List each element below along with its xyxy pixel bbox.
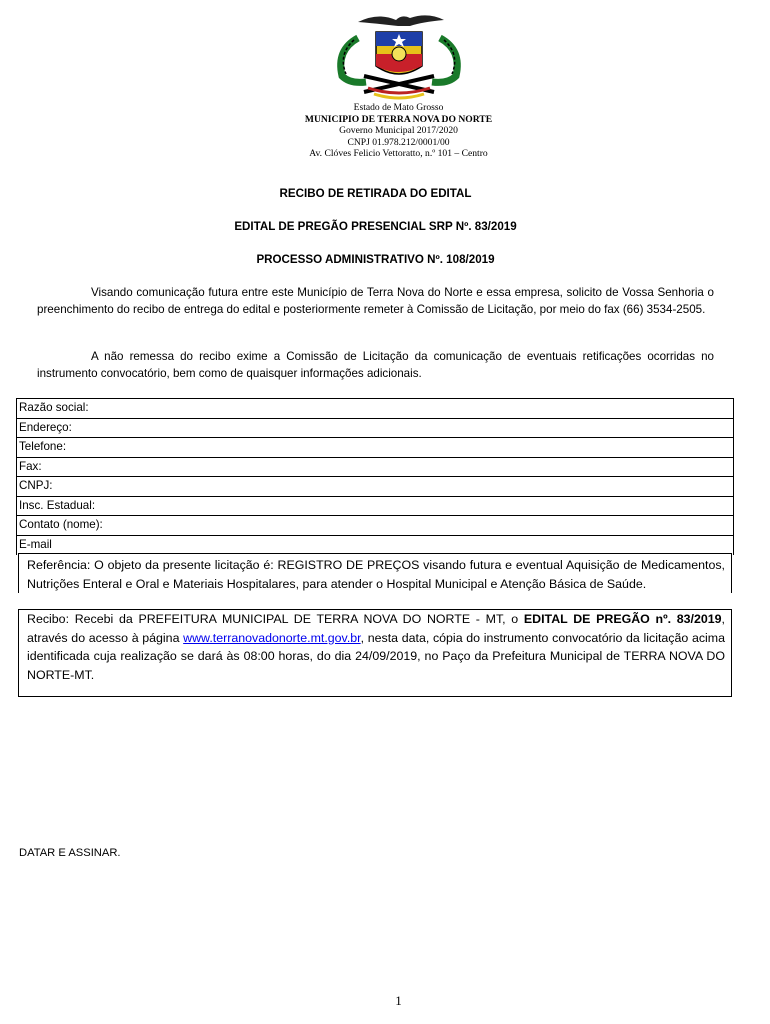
- receipt-edital-number: EDITAL DE PREGÃO nº. 83/2019: [523, 612, 722, 626]
- receipt-text-part1: Recibo: Recebi da PREFEITURA MUNICIPAL DE TERRA NOVA DO NORTE - MT, o: [27, 612, 524, 626]
- form-row-cnpj[interactable]: CNPJ:: [17, 477, 733, 497]
- paragraph-non-submission: [37, 349, 714, 383]
- title-process: PROCESSO ADMINISTRATIVO Nº. 108/2019: [256, 253, 495, 266]
- header-state: Estado de Mato Grosso: [353, 102, 444, 113]
- title-edital: EDITAL DE PREGÃO PRESENCIAL SRP Nº. 83/2019: [234, 220, 517, 233]
- form-row-address[interactable]: Endereço:: [17, 419, 733, 439]
- form-row-fax[interactable]: Fax:: [17, 458, 733, 478]
- municipal-coat-of-arms-icon: [318, 10, 480, 100]
- receipt-text-part3: , nesta data, cópia do instrumento convocatório da licitação acima identificada cuja realização se dará às 08:00 horas, do dia 24/09/2019, no Paço da Prefeitura Municipal de TERRA NOVA DO NORTE-MT.: [27, 630, 725, 682]
- company-form-table: [16, 398, 734, 555]
- page-number: 1: [395, 993, 402, 1008]
- reference-box: [18, 553, 732, 593]
- form-row-email[interactable]: E-mail: [19, 537, 52, 551]
- receipt-box: [18, 609, 732, 697]
- sign-label: DATAR E ASSINAR.: [19, 847, 121, 859]
- form-row-phone[interactable]: Telefone:: [17, 438, 733, 458]
- paragraph-communication: [37, 285, 714, 319]
- receipt-text-part2: , através do acesso à página: [27, 612, 725, 645]
- form-row-contact-name[interactable]: Contato (nome):: [17, 516, 733, 536]
- title-receipt: RECIBO DE RETIRADA DO EDITAL: [279, 187, 472, 200]
- paragraph-non-submission-text: A não remessa do recibo exime a Comissão de Licitação da comunicação de eventuais retificações ocorridas no instrumento convocatório, bem como de quaisquer informações adicionais.: [37, 350, 714, 380]
- header-address: Av. Clóves Felicio Vettoratto, n.º 101 – Centro: [309, 148, 488, 159]
- website-link[interactable]: www.terranovadonorte.mt.gov.br: [183, 630, 361, 645]
- form-row-company-name[interactable]: Razão social:: [17, 399, 733, 419]
- header-cnpj: CNPJ 01.978.212/0001/00: [347, 136, 450, 148]
- form-row-state-registration[interactable]: Insc. Estadual:: [17, 497, 733, 517]
- paragraph-communication-text: Visando comunicação futura entre este Município de Terra Nova do Norte e essa empresa, solicito de Vossa Senhoria o preenchimento do recibo de entrega do edital e posteriormente remeter à Comissão de Licitação, por meio do fax (66) 3534-2505.: [37, 286, 714, 316]
- reference-text: Referência: O objeto da presente licitação é: REGISTRO DE PREÇOS visando futura e eventual Aquisição de Medicamentos, Nutrições Enteral e Oral e Materiais Hospitalares, para atender o Hospital Municipal e Atenção Básica de Saúde.: [27, 558, 725, 591]
- header-government: Governo Municipal 2017/2020: [339, 125, 458, 136]
- header-municipality: MUNICIPIO DE TERRA NOVA DO NORTE: [304, 113, 493, 125]
